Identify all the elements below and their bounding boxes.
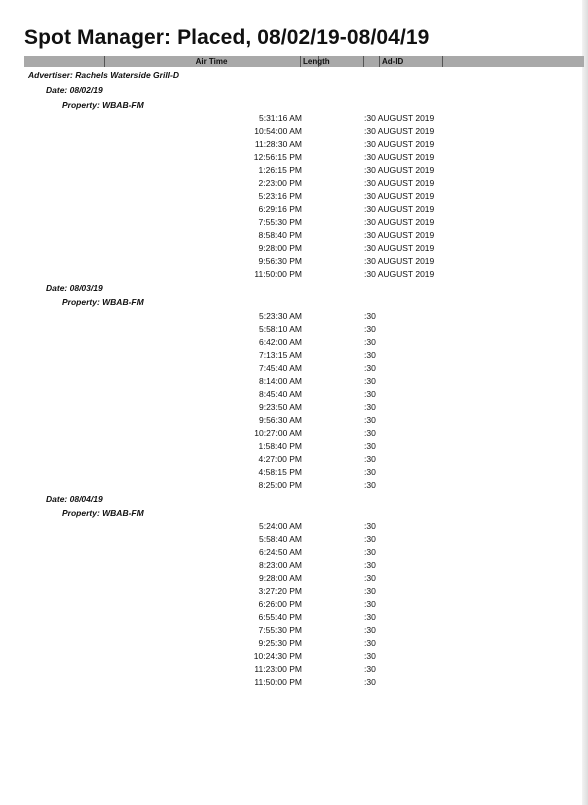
spot-length: :30 bbox=[364, 625, 376, 635]
spot-air-time: 9:28:00 AM bbox=[258, 573, 302, 583]
spot-length: :30 bbox=[364, 441, 376, 451]
spot-air-time: 5:23:30 AM bbox=[258, 311, 302, 321]
spot-length: :30 AUGUST 2019 bbox=[364, 243, 435, 253]
spot-length: :30 AUGUST 2019 bbox=[364, 152, 435, 162]
spot-length: :30 bbox=[364, 389, 376, 399]
spot-length: :30 AUGUST 2019 bbox=[364, 139, 435, 149]
spot-length: :30 bbox=[364, 376, 376, 386]
spot-air-time: 6:29:16 PM bbox=[258, 204, 302, 214]
spot-length: :30 bbox=[364, 599, 376, 609]
spot-air-time: 8:25:00 PM bbox=[258, 480, 302, 490]
spot-length: :30 bbox=[364, 402, 376, 412]
spot-air-time: 10:54:00 AM bbox=[254, 126, 302, 136]
property-label: Property: WBAB-FM bbox=[62, 508, 144, 518]
date-label: Date: 08/04/19 bbox=[46, 494, 103, 504]
spot-air-time: 5:31:16 AM bbox=[258, 113, 302, 123]
spot-air-time: 9:56:30 PM bbox=[258, 256, 302, 266]
spot-air-time: 7:55:30 PM bbox=[258, 217, 302, 227]
spot-air-time: 9:25:30 PM bbox=[258, 638, 302, 648]
spot-length: :30 bbox=[364, 480, 376, 490]
spot-air-time: 11:28:30 AM bbox=[254, 139, 302, 149]
spot-length: :30 bbox=[364, 415, 376, 425]
spot-air-time: 2:23:00 PM bbox=[258, 178, 302, 188]
spot-air-time: 8:23:00 AM bbox=[258, 560, 302, 570]
spot-length: :30 bbox=[364, 534, 376, 544]
spot-length: :30 AUGUST 2019 bbox=[364, 269, 435, 279]
spot-air-time: 3:27:20 PM bbox=[258, 586, 302, 596]
spot-air-time: 5:23:16 PM bbox=[258, 191, 302, 201]
spot-air-time: 9:23:50 AM bbox=[258, 402, 302, 412]
spot-length: :30 bbox=[364, 638, 376, 648]
spot-length: :30 AUGUST 2019 bbox=[364, 178, 435, 188]
spot-air-time: 5:58:10 AM bbox=[258, 324, 302, 334]
spot-length: :30 bbox=[364, 311, 376, 321]
spot-length: :30 bbox=[364, 337, 376, 347]
date-label: Date: 08/02/19 bbox=[46, 85, 103, 95]
spot-air-time: 4:58:15 PM bbox=[258, 467, 302, 477]
spot-length: :30 bbox=[364, 677, 376, 687]
spot-air-time: 1:58:40 PM bbox=[258, 441, 302, 451]
property-label: Property: WBAB-FM bbox=[62, 297, 144, 307]
spot-air-time: 10:24:30 PM bbox=[253, 651, 302, 661]
spot-air-time: 6:55:40 PM bbox=[258, 612, 302, 622]
spot-length: :30 bbox=[364, 324, 376, 334]
spot-air-time: 8:45:40 AM bbox=[258, 389, 302, 399]
column-header-bar bbox=[24, 56, 584, 67]
spot-length: :30 AUGUST 2019 bbox=[364, 204, 435, 214]
spot-air-time: 9:28:00 PM bbox=[258, 243, 302, 253]
spot-air-time: 7:55:30 PM bbox=[258, 625, 302, 635]
report-title: Spot Manager: Placed, 08/02/19-08/04/19 bbox=[24, 26, 430, 49]
spot-air-time: 4:27:00 PM bbox=[258, 454, 302, 464]
spot-air-time: 8:14:00 AM bbox=[258, 376, 302, 386]
column-header-length: Length bbox=[300, 56, 364, 67]
spot-length: :30 bbox=[364, 547, 376, 557]
spot-length: :30 bbox=[364, 651, 376, 661]
spot-length: :30 bbox=[364, 467, 376, 477]
spot-length: :30 AUGUST 2019 bbox=[364, 191, 435, 201]
column-header-ad-id: Ad-ID bbox=[379, 56, 443, 67]
spot-air-time: 7:45:40 AM bbox=[258, 363, 302, 373]
spot-length: :30 bbox=[364, 521, 376, 531]
spot-length: :30 AUGUST 2019 bbox=[364, 217, 435, 227]
spot-air-time: 9:56:30 AM bbox=[258, 415, 302, 425]
spot-air-time: 11:23:00 PM bbox=[254, 664, 302, 674]
spot-length: :30 bbox=[364, 560, 376, 570]
spot-air-time: 12:56:15 PM bbox=[253, 152, 302, 162]
spot-air-time: 11:50:00 PM bbox=[254, 677, 302, 687]
spot-air-time: 11:50:00 PM bbox=[254, 269, 302, 279]
spot-length: :30 AUGUST 2019 bbox=[364, 113, 435, 123]
property-label: Property: WBAB-FM bbox=[62, 100, 144, 110]
spot-length: :30 bbox=[364, 664, 376, 674]
spot-air-time: 7:13:15 AM bbox=[258, 350, 302, 360]
spot-air-time: 6:24:50 AM bbox=[258, 547, 302, 557]
spot-length: :30 bbox=[364, 612, 376, 622]
date-label: Date: 08/03/19 bbox=[46, 283, 103, 293]
advertiser-label: Advertiser: Rachels Waterside Grill-D bbox=[28, 70, 180, 80]
spot-air-time: 5:24:00 AM bbox=[258, 521, 302, 531]
spot-air-time: 10:27:00 AM bbox=[254, 428, 302, 438]
spot-air-time: 1:26:15 PM bbox=[258, 165, 302, 175]
spot-length: :30 AUGUST 2019 bbox=[364, 230, 435, 240]
spot-length: :30 AUGUST 2019 bbox=[364, 126, 435, 136]
spot-length: :30 bbox=[364, 363, 376, 373]
spot-length: :30 bbox=[364, 573, 376, 583]
spot-length: :30 AUGUST 2019 bbox=[364, 256, 435, 266]
spot-air-time: 6:26:00 PM bbox=[258, 599, 302, 609]
spot-length: :30 bbox=[364, 586, 376, 596]
spot-length: :30 AUGUST 2019 bbox=[364, 165, 435, 175]
column-header-air-time: Air Time bbox=[104, 56, 319, 67]
page-shadow bbox=[582, 0, 588, 805]
spot-length: :30 bbox=[364, 428, 376, 438]
spot-air-time: 8:58:40 PM bbox=[258, 230, 302, 240]
spot-air-time: 6:42:00 AM bbox=[258, 337, 302, 347]
spot-length: :30 bbox=[364, 454, 376, 464]
spot-air-time: 5:58:40 AM bbox=[258, 534, 302, 544]
spot-length: :30 bbox=[364, 350, 376, 360]
